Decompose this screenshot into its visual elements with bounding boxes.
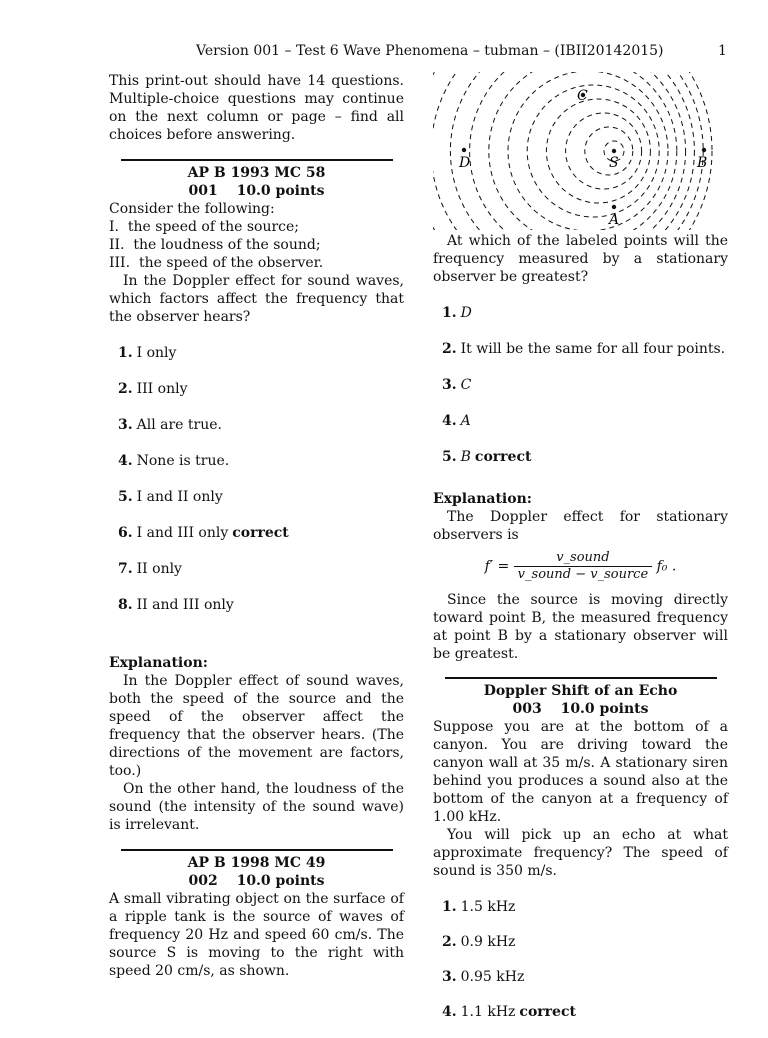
page-number: 1 (718, 43, 727, 59)
q3-prompt: Suppose you are at the bottom of a canyon. You are driving toward the canyon wall at 35 m/s. A stationary siren behind you produces a sound also at the bottom of the canyon at a frequency of 1.00 kHz. (433, 719, 728, 825)
q2-number: 002 (188, 873, 218, 889)
choice-number: 3. (118, 417, 133, 433)
formula-lhs: f′ = (484, 558, 510, 575)
q2-points: 10.0 points (236, 873, 325, 889)
choice-number: 5. (118, 489, 133, 505)
answer-choice[interactable] (118, 596, 404, 614)
ripple-tank-figure (433, 72, 728, 232)
q2-choices (433, 304, 728, 466)
choice-text: 1.5 kHz (460, 899, 516, 915)
q2-prompt: A small vibrating object on the surface of a ripple tank is the source of waves of frequency 20 Hz and speed 60 cm/s. The source S is moving to the right with speed 20 cm/s, as shown. (109, 891, 404, 979)
statement-item: II. the loudness of the sound; (109, 237, 321, 253)
answer-choice[interactable] (442, 933, 728, 951)
answer-choice[interactable] (118, 344, 404, 362)
answer-choice[interactable] (118, 524, 404, 542)
correct-marker: correct (474, 449, 532, 465)
wavefront-circle (527, 85, 659, 217)
q1-choices (109, 344, 404, 614)
answer-choice[interactable] (442, 376, 728, 394)
point-a-dot (612, 205, 616, 209)
q1-statement-list (109, 218, 404, 272)
choice-number: 4. (118, 453, 133, 469)
choice-text: A (460, 413, 471, 429)
q3-number: 003 (512, 701, 542, 717)
q2-source: AP B 1998 MC 49 (187, 855, 326, 871)
choice-number: 3. (442, 377, 457, 393)
choice-number: 4. (442, 413, 457, 429)
choice-number: 2. (118, 381, 133, 397)
q2-header (109, 872, 404, 890)
right-column (433, 72, 728, 1038)
answer-choice[interactable] (118, 452, 404, 470)
choice-number: 7. (118, 561, 133, 577)
choice-text: D (460, 305, 472, 321)
q2-question: At which of the labeled points will the frequency measured by a stationary observer be greatest? (433, 233, 728, 285)
answer-choice[interactable] (442, 1003, 728, 1021)
answer-choice[interactable] (442, 412, 728, 430)
q2-explanation-after: Since the source is moving directly toward point B, the measured frequency at point B by a stationary observer will be greatest. (433, 592, 728, 662)
point-d-dot (462, 148, 466, 152)
choice-text: It will be the same for all four points. (460, 341, 726, 357)
wavefront-circle (433, 72, 712, 232)
choice-number: 1. (442, 899, 457, 915)
q3-header (433, 700, 728, 718)
q1-explanation-p2: On the other hand, the loudness of the sound (the intensity of the sound wave) is irrelevant. (109, 781, 404, 833)
q1-number: 001 (188, 183, 218, 199)
choice-text: None is true. (136, 453, 230, 469)
choice-number: 1. (118, 345, 133, 361)
correct-marker: correct (232, 525, 289, 541)
statement-item: III. the speed of the observer. (109, 255, 324, 271)
choice-text: B (460, 449, 471, 465)
answer-choice[interactable] (442, 968, 728, 986)
q1-header (109, 182, 404, 200)
formula-fraction (514, 550, 652, 583)
wavefront-circles (433, 72, 712, 232)
wavefront-circle (433, 72, 703, 232)
q1-question: In the Doppler effect for sound waves, which factors affect the frequency that the observer hears? (109, 273, 404, 325)
q2-explanation-intro: The Doppler effect for stationary observers is (433, 509, 728, 543)
q1-explanation-title: Explanation: (109, 655, 208, 671)
wavefront-circle (546, 99, 650, 203)
formula-denominator: v_sound − v_source (517, 567, 649, 582)
doppler-formula (433, 550, 728, 583)
choice-number: 8. (118, 597, 133, 613)
choice-number: 5. (442, 449, 457, 465)
intro-text: This print-out should have 14 questions. Multiple-choice questions may continue on the next column or page – find all choices before answering. (109, 73, 404, 143)
choice-text: I only (136, 345, 177, 361)
choice-text: 1.1 kHz (460, 1004, 516, 1020)
choice-text: 0.95 kHz (460, 969, 525, 985)
q1-source: AP B 1993 MC 58 (187, 165, 326, 181)
label-a: A (609, 212, 620, 228)
q3-choices (433, 898, 728, 1021)
header-title: Version 001 – Test 6 Wave Phenomena – tubman – (IBII20142015) (196, 43, 664, 59)
choice-number: 2. (442, 934, 457, 950)
formula-numerator: v_sound (514, 550, 652, 567)
source-s-dot (612, 149, 616, 153)
choice-text: I and III only (136, 525, 229, 541)
correct-marker: correct (519, 1004, 576, 1020)
choice-number: 3. (442, 969, 457, 985)
label-s: S (609, 155, 619, 171)
left-column (109, 72, 404, 980)
choice-number: 1. (442, 305, 457, 321)
answer-choice[interactable] (118, 416, 404, 434)
choice-number: 2. (442, 341, 457, 357)
answer-choice[interactable] (442, 340, 728, 358)
page-header (0, 43, 768, 63)
answer-choice[interactable] (118, 380, 404, 398)
choice-text: 0.9 kHz (460, 934, 516, 950)
label-b: B (697, 155, 708, 171)
choice-number: 4. (442, 1004, 457, 1020)
answer-choice[interactable] (442, 898, 728, 916)
answer-choice[interactable] (118, 560, 404, 578)
choice-number: 6. (118, 525, 133, 541)
choice-text: II and III only (136, 597, 234, 613)
answer-choice[interactable] (118, 488, 404, 506)
q1-prompt: Consider the following: (109, 201, 275, 217)
q1-points: 10.0 points (236, 183, 325, 199)
choice-text: C (460, 377, 472, 393)
choice-text: III only (136, 381, 188, 397)
q3-points: 10.0 points (560, 701, 649, 717)
statement-item: I. the speed of the source; (109, 219, 299, 235)
answer-choice[interactable] (442, 304, 728, 322)
q3-question: You will pick up an echo at what approximate frequency? The speed of sound is 350 m/s. (433, 827, 728, 879)
choice-text: All are true. (136, 417, 222, 433)
formula-tail: f₀ . (656, 558, 677, 575)
q3-title: Doppler Shift of an Echo (483, 683, 678, 699)
q2-explanation-title: Explanation: (433, 491, 532, 507)
choice-text: II only (136, 561, 182, 577)
q1-explanation-p1: In the Doppler effect of sound waves, both the speed of the source and the speed of the observer affect the frequency that the observer hears. (The directions of the movement are factors, too.) (109, 673, 404, 779)
choice-text: I and II only (136, 489, 223, 505)
answer-choice[interactable] (442, 448, 728, 466)
wavefront-circle (450, 72, 694, 232)
label-c: C (577, 88, 588, 104)
point-b-dot (702, 148, 706, 152)
wavefront-circle (508, 72, 668, 231)
label-d: D (459, 155, 471, 171)
